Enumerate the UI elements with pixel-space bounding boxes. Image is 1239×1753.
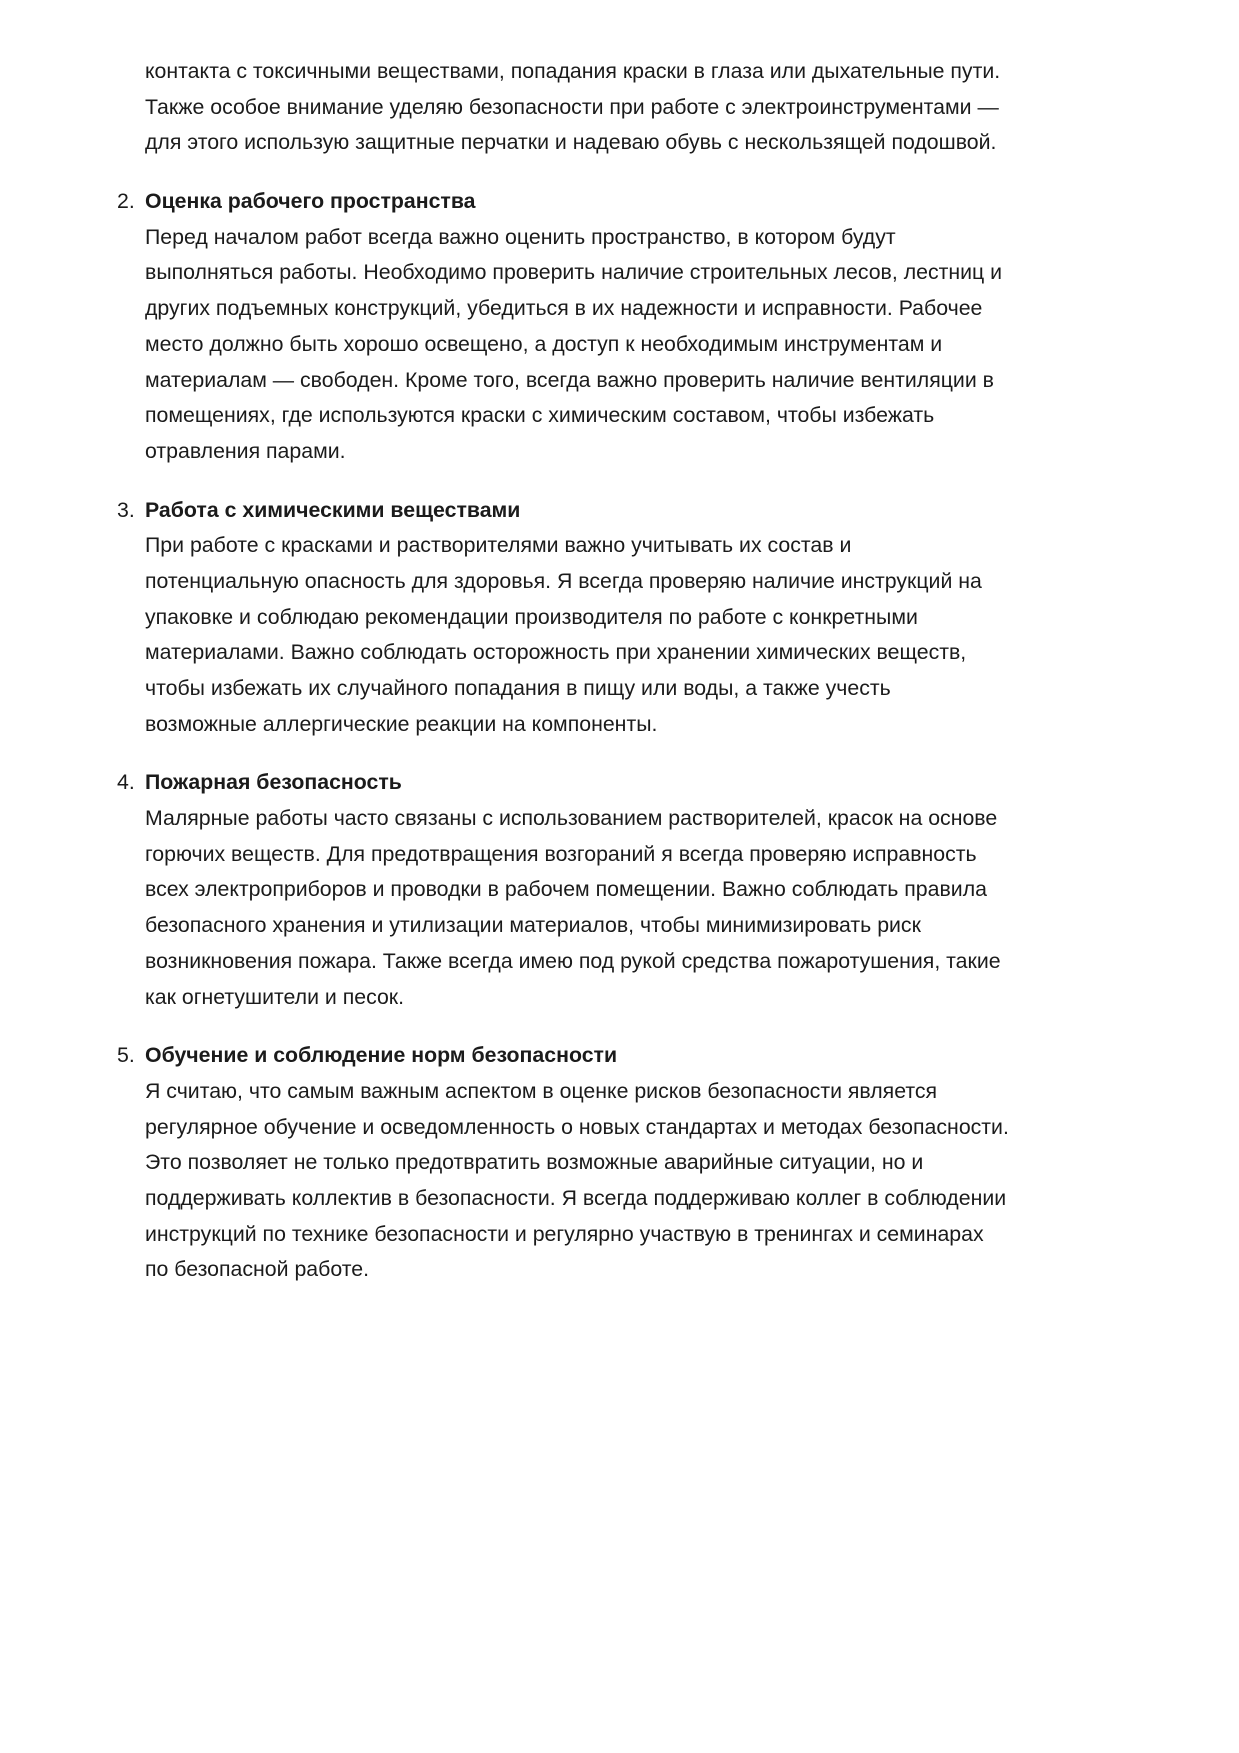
text-line: других подъемных конструкций, убедиться в их надежности и исправности. Рабочее xyxy=(145,296,983,321)
list-item-title: Обучение и соблюдение норм безопасности xyxy=(145,1043,618,1068)
text-line: регулярное обучение и осведомленность о новых стандартах и методах безопасности. xyxy=(145,1114,1009,1139)
text-line: помещениях, где используются краски с химическим составом, чтобы избежать xyxy=(145,403,935,428)
list-item-heading xyxy=(0,493,1239,529)
intro-paragraph xyxy=(0,54,1239,161)
text-line: материалам — свободен. Кроме того, всегда важно проверить наличие вентиляции в xyxy=(145,367,994,392)
list-item xyxy=(0,765,1239,1015)
text-line: горючих веществ. Для предотвращения возгораний я всегда проверяю исправность xyxy=(145,841,977,866)
text-line: поддерживать коллектив в безопасности. Я всегда поддерживаю коллег в соблюдении xyxy=(145,1185,1007,1210)
list-item-heading xyxy=(0,184,1239,220)
list-item xyxy=(0,1038,1239,1288)
text-line: выполняться работы. Необходимо проверить наличие строительных лесов, лестниц и xyxy=(145,260,1003,285)
text-line: При работе с красками и растворителями важно учитывать их состав и xyxy=(145,533,852,558)
text-line: материалами. Важно соблюдать осторожность при хранении химических веществ, xyxy=(145,640,967,665)
list-number: 3. xyxy=(117,497,135,522)
numbered-list xyxy=(0,184,1239,1288)
text-line: место должно быть хорошо освещено, а доступ к необходимым инструментам и xyxy=(145,331,943,356)
text-line: Перед началом работ всегда важно оценить пространство, в котором будут xyxy=(145,224,896,249)
text-line: упаковке и соблюдаю рекомендации производителя по работе с конкретными xyxy=(145,604,918,629)
text-line: контакта с токсичными веществами, попадания краски в глаза или дыхательные пути. xyxy=(145,59,1001,83)
text-line: безопасного хранения и утилизации материалов, чтобы минимизировать риск xyxy=(145,913,921,938)
text-line: Это позволяет не только предотвратить возможные аварийные ситуации, но и xyxy=(145,1150,924,1175)
text-line: Также особое внимание уделяю безопасности при работе с электроинструментами — xyxy=(145,94,999,119)
document-body xyxy=(0,54,1239,1288)
text-line: отравления парами. xyxy=(145,438,346,463)
text-line: для этого использую защитные перчатки и надеваю обувь с нескользящей подошвой. xyxy=(145,130,997,155)
list-item-heading xyxy=(0,1038,1239,1074)
list-item-title: Оценка рабочего пространства xyxy=(145,189,476,214)
list-number: 5. xyxy=(117,1043,135,1068)
list-item-title: Работа с химическими веществами xyxy=(145,497,521,522)
list-item-title: Пожарная безопасность xyxy=(145,770,402,795)
list-item xyxy=(0,184,1239,470)
text-line: инструкций по технике безопасности и регулярно участвую в тренингах и семинарах xyxy=(145,1221,984,1246)
list-number: 2. xyxy=(117,189,135,214)
text-line: возникновения пожара. Также всегда имею под рукой средства пожаротушения, такие xyxy=(145,948,1001,973)
text-line: возможные аллергические реакции на компоненты. xyxy=(145,711,658,736)
list-item-heading xyxy=(0,765,1239,801)
text-line: Малярные работы часто связаны с использованием растворителей, красок на основе xyxy=(145,806,998,831)
text-line: как огнетушители и песок. xyxy=(145,984,405,1009)
list-number: 4. xyxy=(117,770,135,795)
text-line: Я считаю, что самым важным аспектом в оценке рисков безопасности является xyxy=(145,1078,938,1103)
text-line: по безопасной работе. xyxy=(145,1257,369,1282)
list-item xyxy=(0,493,1239,743)
text-line: чтобы избежать их случайного попадания в пищу или воды, а также учесть xyxy=(145,676,891,700)
text-line: всех электроприборов и проводки в рабочем помещении. Важно соблюдать правила xyxy=(145,877,987,902)
text-line: потенциальную опасность для здоровья. Я всегда проверяю наличие инструкций на xyxy=(145,568,982,593)
